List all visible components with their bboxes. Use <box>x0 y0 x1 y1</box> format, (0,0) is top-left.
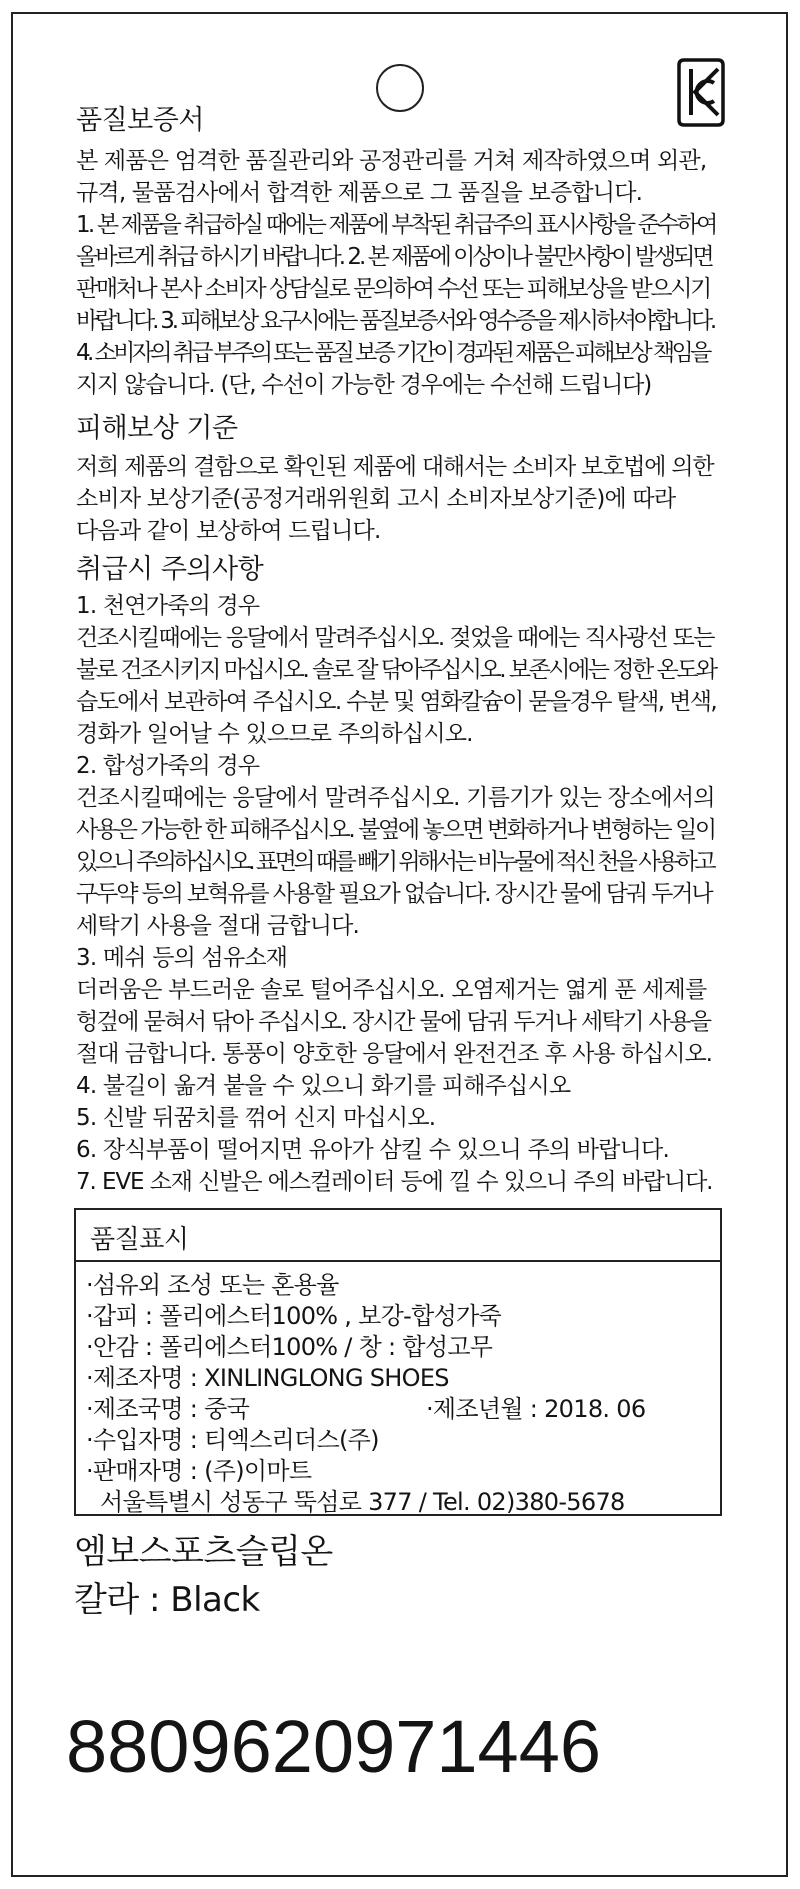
quality-label-header <box>76 1210 720 1262</box>
barcode-number: 8809620971446 <box>66 1705 602 1788</box>
quality-label-title: 품질표시 <box>90 1225 189 1255</box>
handling-line: 건조시킬때에는 응달에서 말려주십시오. 젖었을 때에는 직사광선 또는 <box>76 625 714 651</box>
handling-line: 불로 건조시키지 마십시오. 솔로 잘 닦아주십시오. 보존시에는 정한 온도와 <box>76 657 716 683</box>
handling-line: 경화가 일어날 수 있으므로 주의하십시오. <box>76 721 473 747</box>
handling-line: 3. 메쉬 등의 섬유소재 <box>76 945 288 971</box>
quality-guarantee-line: 판매처나 본사 소비자 상담실로 문의하여 수선 또는 피해보상을 받으시기 <box>76 276 710 302</box>
quality-label-line: ·수입자명 : 티엑스리더스(주) <box>86 1426 379 1454</box>
compensation-line: 다음과 같이 보상하여 드립니다. <box>76 518 381 544</box>
quality-label-line: ·제조국명 : 중국 <box>86 1395 250 1423</box>
handling-line: 헝겊에 묻혀서 닦아 주십시오. 장시간 물에 담궈 두거나 세탁기 사용을 <box>76 1009 711 1035</box>
quality-label-line: ·판매자명 : (주)이마트 <box>86 1457 312 1485</box>
handling-line: 4. 불길이 옮겨 붙을 수 있으니 화기를 피해주십시오 <box>76 1073 571 1099</box>
handling-title: 취급시 주의사항 <box>76 554 264 585</box>
quality-label-line: ·갑피 : 폴리에스터100% , 보강-합성가죽 <box>86 1302 502 1330</box>
handling-line: 있으니 주의하십시오. 표면의 때를 빼기 위해서는 비누물에 적신 천을 사용하고 <box>76 849 714 875</box>
compensation-title: 피해보상 기준 <box>76 413 238 444</box>
handling-line: 건조시킬때에는 응달에서 말려주십시오. 기름기가 있는 장소에서의 <box>76 785 715 811</box>
quality-guarantee-line: 바랍니다. 3. 피해보상 요구시에는 품질보증서와 영수증을 제시하셔야합니다. <box>76 308 714 334</box>
handling-line: 더러움은 부드러운 솔로 털어주십시오. 오염제거는 엷게 푼 세제를 <box>76 977 707 1003</box>
quality-guarantee-line: 규격, 물품검사에서 합격한 제품으로 그 품질을 보증합니다. <box>76 180 643 206</box>
quality-label-line: ·제조자명 : XINLINGLONG SHOES <box>86 1364 449 1392</box>
quality-guarantee-line: 본 제품은 엄격한 품질관리와 공정관리를 거쳐 제작하였으며 외관, <box>76 148 707 174</box>
seller-address: 서울특별시 성동구 뚝섬로 377 / Tel. 02)380-5678 <box>100 1488 625 1516</box>
handling-line: 7. EVE 소재 신발은 에스컬레이터 등에 낄 수 있으니 주의 바랍니다. <box>76 1169 713 1195</box>
handling-line: 세탁기 사용을 절대 금합니다. <box>76 913 360 939</box>
quality-guarantee-line: 1. 본 제품을 취급하실 때에는 제품에 부착된 취급주의 표시사항을 준수하여 <box>76 212 716 238</box>
handling-line: 습도에서 보관하여 주십시오. 수분 및 염화칼슘이 묻을경우 탈색, 변색, <box>76 689 717 715</box>
manufacture-date: ·제조년월 : 2018. 06 <box>426 1395 646 1423</box>
kc-certification-icon <box>676 55 726 130</box>
handling-line: 사용은 가능한 한 피해주십시오. 불옆에 놓으면 변화하거나 변형하는 일이 <box>76 817 715 843</box>
quality-guarantee-line: 지지 않습니다. (단, 수선이 가능한 경우에는 수선해 드립니다) <box>76 372 651 398</box>
quality-guarantee-line: 올바르게 취급 하시기 바랍니다. 2. 본 제품에 이상이나 불만사항이 발생되면 <box>76 244 712 270</box>
compensation-line: 소비자 보상기준(공정거래위원회 고시 소비자보상기준)에 따라 <box>76 486 676 512</box>
handling-line: 2. 합성가죽의 경우 <box>76 753 260 779</box>
compensation-line: 저희 제품의 결함으로 확인된 제품에 대해서는 소비자 보호법에 의한 <box>76 454 714 480</box>
quality-label-line: ·섬유외 조성 또는 혼용율 <box>86 1271 339 1299</box>
handling-line: 5. 신발 뒤꿈치를 꺾어 신지 마십시오. <box>76 1105 436 1131</box>
handling-line: 6. 장식부품이 떨어지면 유아가 삼킬 수 있으니 주의 바랍니다. <box>76 1137 669 1163</box>
quality-label-line: ·안감 : 폴리에스터100% / 창 : 합성고무 <box>86 1333 493 1361</box>
handling-line: 절대 금합니다. 통풍이 양호한 응달에서 완전건조 후 사용 하십시오. <box>76 1041 712 1067</box>
handling-line: 구두약 등의 보혁유를 사용할 필요가 없습니다. 장시간 물에 담궈 두거나 <box>76 881 712 907</box>
handling-line: 1. 천연가죽의 경우 <box>76 593 260 619</box>
product-color: 칼라 : Black <box>74 1580 260 1620</box>
hang-hole <box>376 64 424 112</box>
quality-guarantee-line: 4. 소비자의 취급 부주의 또는 품질 보증 기간이 경과된 제품은 피해보상 책임을 <box>76 340 709 366</box>
product-name: 엠보스포츠슬립온 <box>74 1532 333 1572</box>
quality-guarantee-title: 품질보증서 <box>76 105 204 136</box>
quality-label-box <box>74 1208 722 1516</box>
